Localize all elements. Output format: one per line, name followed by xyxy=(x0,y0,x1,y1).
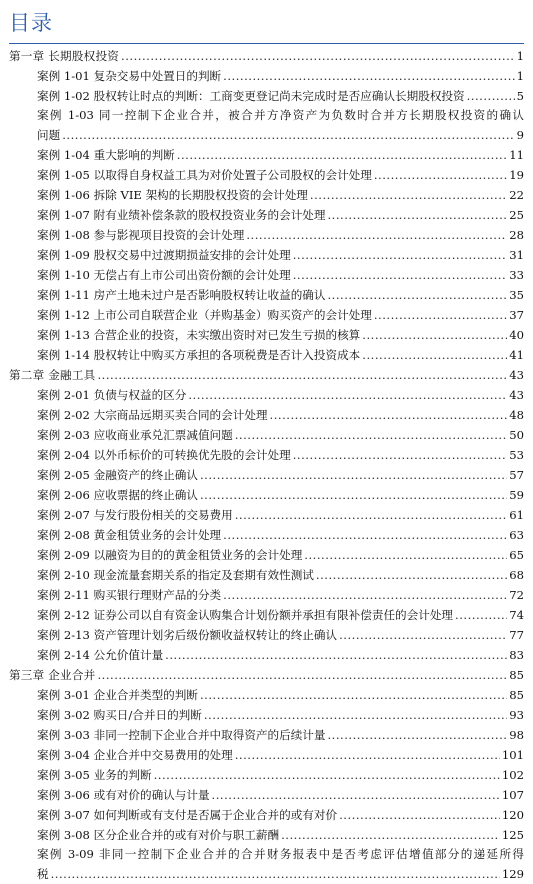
dot-leader xyxy=(325,725,507,745)
toc-page-number: 1 xyxy=(516,49,524,63)
toc-page-number: 19 xyxy=(509,168,524,182)
toc-entry-title: 案例 2-01 负债与权益的区分 xyxy=(37,388,187,402)
toc-case-entry[interactable] xyxy=(9,805,524,825)
toc-case-entry[interactable] xyxy=(9,385,524,405)
dot-leader xyxy=(233,745,500,765)
toc-page-number: 25 xyxy=(509,208,524,222)
toc-case-entry[interactable] xyxy=(9,505,524,525)
toc-entry-title: 案例 3-02 购买日/合并日的判断 xyxy=(37,708,202,722)
dot-leader xyxy=(233,425,508,445)
toc-case-entry[interactable] xyxy=(9,845,524,884)
toc-page-number: 43 xyxy=(509,368,524,382)
toc-entry-title: 案例 2-05 金融资产的终止确认 xyxy=(37,468,198,482)
dot-leader xyxy=(152,765,500,785)
toc-page-number: 129 xyxy=(501,867,524,881)
dot-leader xyxy=(291,265,508,285)
dot-leader xyxy=(198,685,507,705)
dot-leader xyxy=(325,285,507,305)
toc-case-entry[interactable] xyxy=(9,165,524,185)
toc-entry-title: 案例 2-03 应收商业承兑汇票减值问题 xyxy=(37,428,233,442)
toc-page-number: 53 xyxy=(509,448,524,462)
toc-case-entry[interactable] xyxy=(9,185,524,205)
title-divider xyxy=(9,43,524,44)
dot-leader xyxy=(221,66,514,86)
toc-page-number: 63 xyxy=(509,528,524,542)
toc-page-number: 33 xyxy=(509,268,524,282)
toc-page-number: 120 xyxy=(501,808,524,822)
toc-case-entry[interactable] xyxy=(9,645,524,665)
toc-entry-title: 案例 1-13 合营企业的投资，未实缴出资时对已发生亏损的核算 xyxy=(37,328,361,342)
toc-page-number: 48 xyxy=(509,408,524,422)
dot-leader xyxy=(372,165,507,185)
toc-case-entry[interactable] xyxy=(9,725,524,745)
toc-page-number: 59 xyxy=(509,488,524,502)
toc-page-number: 31 xyxy=(509,248,524,262)
toc-page-number: 102 xyxy=(501,768,524,782)
toc-case-entry[interactable] xyxy=(9,605,524,625)
dot-leader xyxy=(291,245,508,265)
toc-case-entry[interactable] xyxy=(9,745,524,765)
toc-case-entry[interactable] xyxy=(9,825,524,845)
dot-leader xyxy=(453,605,507,625)
toc-page-number: 50 xyxy=(509,428,524,442)
toc-entry-title: 案例 2-06 应收票据的终止确认 xyxy=(37,488,198,502)
dot-leader xyxy=(119,46,515,66)
dot-leader xyxy=(221,525,507,545)
toc-entry-title: 案例 3-07 如何判断或有支付是否属于企业合并的或有对价 xyxy=(37,808,338,822)
toc-entry-title: 案例 1-08 参与影视项目投资的会计处理 xyxy=(37,228,245,242)
toc-entry-title: 案例 1-14 股权转让中购买方承担的各项税费是否计入投资成本 xyxy=(37,348,361,362)
toc-page-number: 35 xyxy=(509,288,524,302)
dot-leader xyxy=(198,465,507,485)
toc-case-entry[interactable] xyxy=(9,86,524,106)
toc-entry-title: 案例 1-12 上市公司自联营企业（并购基金）购买资产的会计处理 xyxy=(37,308,372,322)
dot-leader xyxy=(95,365,507,385)
toc-case-entry[interactable] xyxy=(9,685,524,705)
toc-entry-title: 案例 3-01 企业合并类型的判断 xyxy=(37,688,198,702)
toc-entry-title: 案例 2-10 现金流量套期关系的指定及套期有效性测试 xyxy=(37,568,314,582)
toc-entry-title: 案例 1-01 复杂交易中处置日的判断 xyxy=(37,69,222,83)
toc-entry-title: 案例 1-07 附有业绩补偿条款的股权投资业务的会计处理 xyxy=(37,208,326,222)
dot-leader xyxy=(244,225,507,245)
toc-case-entry[interactable] xyxy=(9,106,524,145)
toc-page-number: 101 xyxy=(501,748,524,762)
toc-page-number: 57 xyxy=(509,468,524,482)
toc-case-entry[interactable] xyxy=(9,585,524,605)
toc-page-number: 5 xyxy=(516,89,524,103)
toc-entry-title-continued: 问题 xyxy=(37,128,61,142)
toc-entry-title: 案例 1-03 同一控制下企业合并，被合并方净资产为负数时合并方长期股权投资的确认 xyxy=(37,108,524,122)
dot-leader xyxy=(202,705,507,725)
toc-case-entry[interactable] xyxy=(9,565,524,585)
toc-entry-title: 案例 1-02 股权转让时点的判断：工商变更登记尚未完成时是否应确认长期股权投资 xyxy=(37,89,465,103)
toc-case-entry[interactable] xyxy=(9,66,524,86)
toc-case-entry[interactable] xyxy=(9,625,524,645)
toc-entry-title: 案例 3-05 业务的判断 xyxy=(37,768,152,782)
toc-entry-title-continued: 税 xyxy=(37,867,49,881)
toc-entry-title: 案例 3-04 企业合并中交易费用的处理 xyxy=(37,748,233,762)
toc-entry-title: 案例 2-14 公允价值计量 xyxy=(37,648,164,662)
toc-entry-title: 案例 2-07 与发行股份相关的交易费用 xyxy=(37,508,233,522)
toc-page-number: 72 xyxy=(509,588,524,602)
toc-page-number: 43 xyxy=(509,388,524,402)
dot-leader xyxy=(49,864,500,884)
toc-case-entry[interactable] xyxy=(9,525,524,545)
toc-case-entry[interactable] xyxy=(9,285,524,305)
toc-entry-title: 案例 3-08 区分企业合并的或有对价与职工薪酬 xyxy=(37,828,280,842)
toc-case-entry[interactable] xyxy=(9,345,524,365)
toc-page-number: 77 xyxy=(509,628,524,642)
chapter-title: 第三章 企业合并 xyxy=(9,668,96,682)
toc-page-number: 9 xyxy=(516,128,524,142)
dot-leader xyxy=(291,445,508,465)
toc-entry-title: 案例 2-12 证券公司以自有资金认购集合计划份额并承担有限补偿责任的会计处理 xyxy=(37,608,454,622)
toc-entry-title: 案例 1-10 无偿占有上市公司出资份额的会计处理 xyxy=(37,268,291,282)
toc-entry-title: 案例 3-03 非同一控制下企业合并中取得资产的后续计量 xyxy=(37,728,326,742)
toc-page-number: 74 xyxy=(509,608,524,622)
toc-case-entry[interactable] xyxy=(9,205,524,225)
dot-leader xyxy=(233,505,508,525)
dot-leader xyxy=(279,825,500,845)
dot-leader xyxy=(221,585,507,605)
dot-leader xyxy=(186,385,507,405)
toc-entry-title: 案例 2-11 购买银行理财产品的分类 xyxy=(37,588,222,602)
toc-case-entry[interactable] xyxy=(9,265,524,285)
toc-entry-title: 案例 2-08 黄金租赁业务的会计处理 xyxy=(37,528,222,542)
dot-leader xyxy=(210,785,500,805)
toc-entry-title: 案例 1-05 以取得自身权益工具为对价处置子公司股权的会计处理 xyxy=(37,168,372,182)
toc-entry-title: 案例 1-06 拆除 VIE 架构的长期股权投资的会计处理 xyxy=(37,188,308,202)
dot-leader xyxy=(337,805,500,825)
toc-case-entry[interactable] xyxy=(9,405,524,425)
toc-case-entry[interactable] xyxy=(9,445,524,465)
dot-leader xyxy=(360,345,507,365)
toc-entry-title: 案例 2-13 资产管理计划劣后级份额收益权转让的终止确认 xyxy=(37,628,338,642)
toc-case-entry[interactable] xyxy=(9,545,524,565)
toc-page-number: 83 xyxy=(509,648,524,662)
dot-leader xyxy=(95,665,507,685)
toc-entry-title: 案例 1-04 重大影响的判断 xyxy=(37,148,175,162)
page-title: 目录 xyxy=(9,11,53,35)
toc-case-entry[interactable] xyxy=(9,785,524,805)
toc-page-number: 125 xyxy=(501,828,524,842)
dot-leader xyxy=(337,625,507,645)
toc-page-number: 68 xyxy=(509,568,524,582)
toc-page-number: 85 xyxy=(509,668,524,682)
dot-leader xyxy=(372,305,507,325)
toc-chapter-entry[interactable] xyxy=(9,665,524,685)
dot-leader xyxy=(175,145,507,165)
toc-case-entry[interactable] xyxy=(9,305,524,325)
toc-page-number: 11 xyxy=(509,148,524,162)
toc-case-entry[interactable] xyxy=(9,145,524,165)
dot-leader xyxy=(314,565,507,585)
toc-case-entry[interactable] xyxy=(9,245,524,265)
table-of-contents xyxy=(9,46,524,884)
dot-leader xyxy=(465,86,515,106)
dot-leader xyxy=(163,645,507,665)
dot-leader xyxy=(302,545,507,565)
dot-leader xyxy=(325,205,507,225)
toc-page-number: 93 xyxy=(509,708,524,722)
toc-chapter-entry[interactable] xyxy=(9,365,524,385)
toc-case-entry[interactable] xyxy=(9,485,524,505)
toc-case-entry[interactable] xyxy=(9,705,524,725)
toc-page-number: 41 xyxy=(509,348,524,362)
toc-page-number: 37 xyxy=(509,308,524,322)
toc-page-number: 1 xyxy=(516,69,524,83)
toc-case-entry[interactable] xyxy=(9,425,524,445)
toc-entry-title: 案例 3-06 或有对价的确认与计量 xyxy=(37,788,210,802)
toc-page-number: 40 xyxy=(509,328,524,342)
toc-page-number: 65 xyxy=(509,548,524,562)
toc-entry-title: 案例 2-02 大宗商品远期买卖合同的会计处理 xyxy=(37,408,268,422)
chapter-title: 第二章 金融工具 xyxy=(9,368,96,382)
toc-entry-title: 案例 1-09 股权交易中过渡期损益安排的会计处理 xyxy=(37,248,291,262)
toc-case-entry[interactable] xyxy=(9,765,524,785)
toc-case-entry[interactable] xyxy=(9,325,524,345)
dot-leader xyxy=(308,185,507,205)
dot-leader xyxy=(360,325,507,345)
toc-case-entry[interactable] xyxy=(9,465,524,485)
toc-page-number: 98 xyxy=(509,728,524,742)
dot-leader xyxy=(60,125,514,145)
toc-page-number: 61 xyxy=(509,508,524,522)
toc-entry-title: 案例 2-04 以外币标价的可转换优先股的会计处理 xyxy=(37,448,291,462)
toc-entry-title: 案例 2-09 以融资为目的的黄金租赁业务的会计处理 xyxy=(37,548,303,562)
toc-page-number: 107 xyxy=(501,788,524,802)
dot-leader xyxy=(268,405,508,425)
toc-entry-title: 案例 1-11 房产土地未过户是否影响股权转让收益的确认 xyxy=(37,288,326,302)
toc-page-number: 85 xyxy=(509,688,524,702)
toc-case-entry[interactable] xyxy=(9,225,524,245)
toc-chapter-entry[interactable] xyxy=(9,46,524,66)
chapter-title: 第一章 长期股权投资 xyxy=(9,49,120,63)
toc-entry-title: 案例 3-09 非同一控制下企业合并的合并财务报表中是否考虑评估增值部分的递延所得 xyxy=(37,847,524,861)
dot-leader xyxy=(198,485,507,505)
toc-page-number: 28 xyxy=(509,228,524,242)
toc-page-number: 22 xyxy=(509,188,524,202)
